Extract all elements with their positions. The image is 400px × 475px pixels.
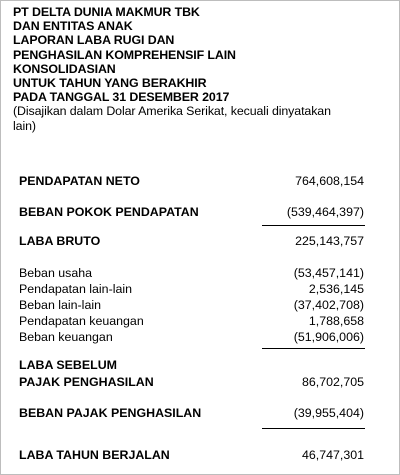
row-value: 86,702,705: [301, 375, 364, 389]
row-value: 2,536,145: [308, 282, 364, 296]
row-profit-before-tax: [19, 374, 364, 390]
row-label: BEBAN POKOK PENDAPATAN: [19, 205, 199, 219]
row-label: PAJAK PENGHASILAN: [19, 375, 154, 389]
row-label: Beban keuangan: [19, 330, 113, 344]
row-cost-of-revenue: [19, 204, 364, 220]
row-value: 225,143,757: [295, 234, 364, 248]
statement-title-line-1: LAPORAN LABA RUGI DAN: [13, 33, 175, 48]
period-line-2: PADA TANGGAL 31 DESEMBER 2017: [13, 90, 230, 105]
statement-title-line-2: PENGHASILAN KOMPREHENSIF LAIN: [13, 47, 236, 62]
subtotal-rule: [262, 428, 365, 429]
row-label: Pendapatan keuangan: [19, 314, 144, 328]
row-profit-for-the-year: [19, 447, 364, 463]
row-other-income: [19, 281, 364, 297]
company-name: PT DELTA DUNIA MAKMUR TBK: [13, 5, 200, 19]
row-label: LABA TAHUN BERJALAN: [19, 448, 170, 462]
period-line-1: UNTUK TAHUN YANG BERAKHIR: [13, 76, 207, 91]
row-label: LABA BRUTO: [19, 234, 101, 248]
row-finance-costs: [19, 329, 364, 345]
company-subsidiaries: DAN ENTITAS ANAK: [13, 19, 133, 34]
subtotal-rule: [262, 225, 365, 226]
row-value: (51,906,006): [293, 330, 364, 344]
statement-header: [13, 5, 393, 133]
subtotal-rule: [262, 348, 365, 349]
statement-title-line-3: KONSOLIDASIAN: [13, 61, 116, 76]
row-label: LABA SEBELUM: [19, 358, 117, 372]
row-label: BEBAN PAJAK PENGHASILAN: [19, 406, 202, 420]
row-income-tax-expense: [19, 405, 364, 421]
row-label: PENDAPATAN NETO: [19, 174, 140, 188]
row-other-expenses: [19, 297, 364, 313]
row-value: 764,608,154: [295, 174, 364, 188]
row-value: 46,747,301: [301, 448, 364, 462]
row-label: Beban lain-lain: [19, 298, 101, 312]
row-net-revenue: [19, 173, 364, 189]
currency-note-line-1: (Disajikan dalam Dolar Amerika Serikat, kecuali dinyatakan: [13, 104, 331, 119]
row-value: (39,955,404): [293, 406, 364, 420]
row-label: Pendapatan lain-lain: [19, 282, 132, 296]
row-value: (37,402,708): [293, 298, 364, 312]
row-operating-expenses: [19, 265, 364, 281]
row-value: (53,457,141): [293, 266, 364, 280]
row-profit-before-tax-label: [19, 357, 364, 373]
row-value: (539,464,397): [286, 205, 364, 219]
row-value: 1,788,658: [308, 314, 364, 328]
row-gross-profit: [19, 233, 364, 249]
row-finance-income: [19, 313, 364, 329]
currency-note-line-2: lain): [13, 118, 36, 133]
row-label: Beban usaha: [19, 266, 93, 280]
